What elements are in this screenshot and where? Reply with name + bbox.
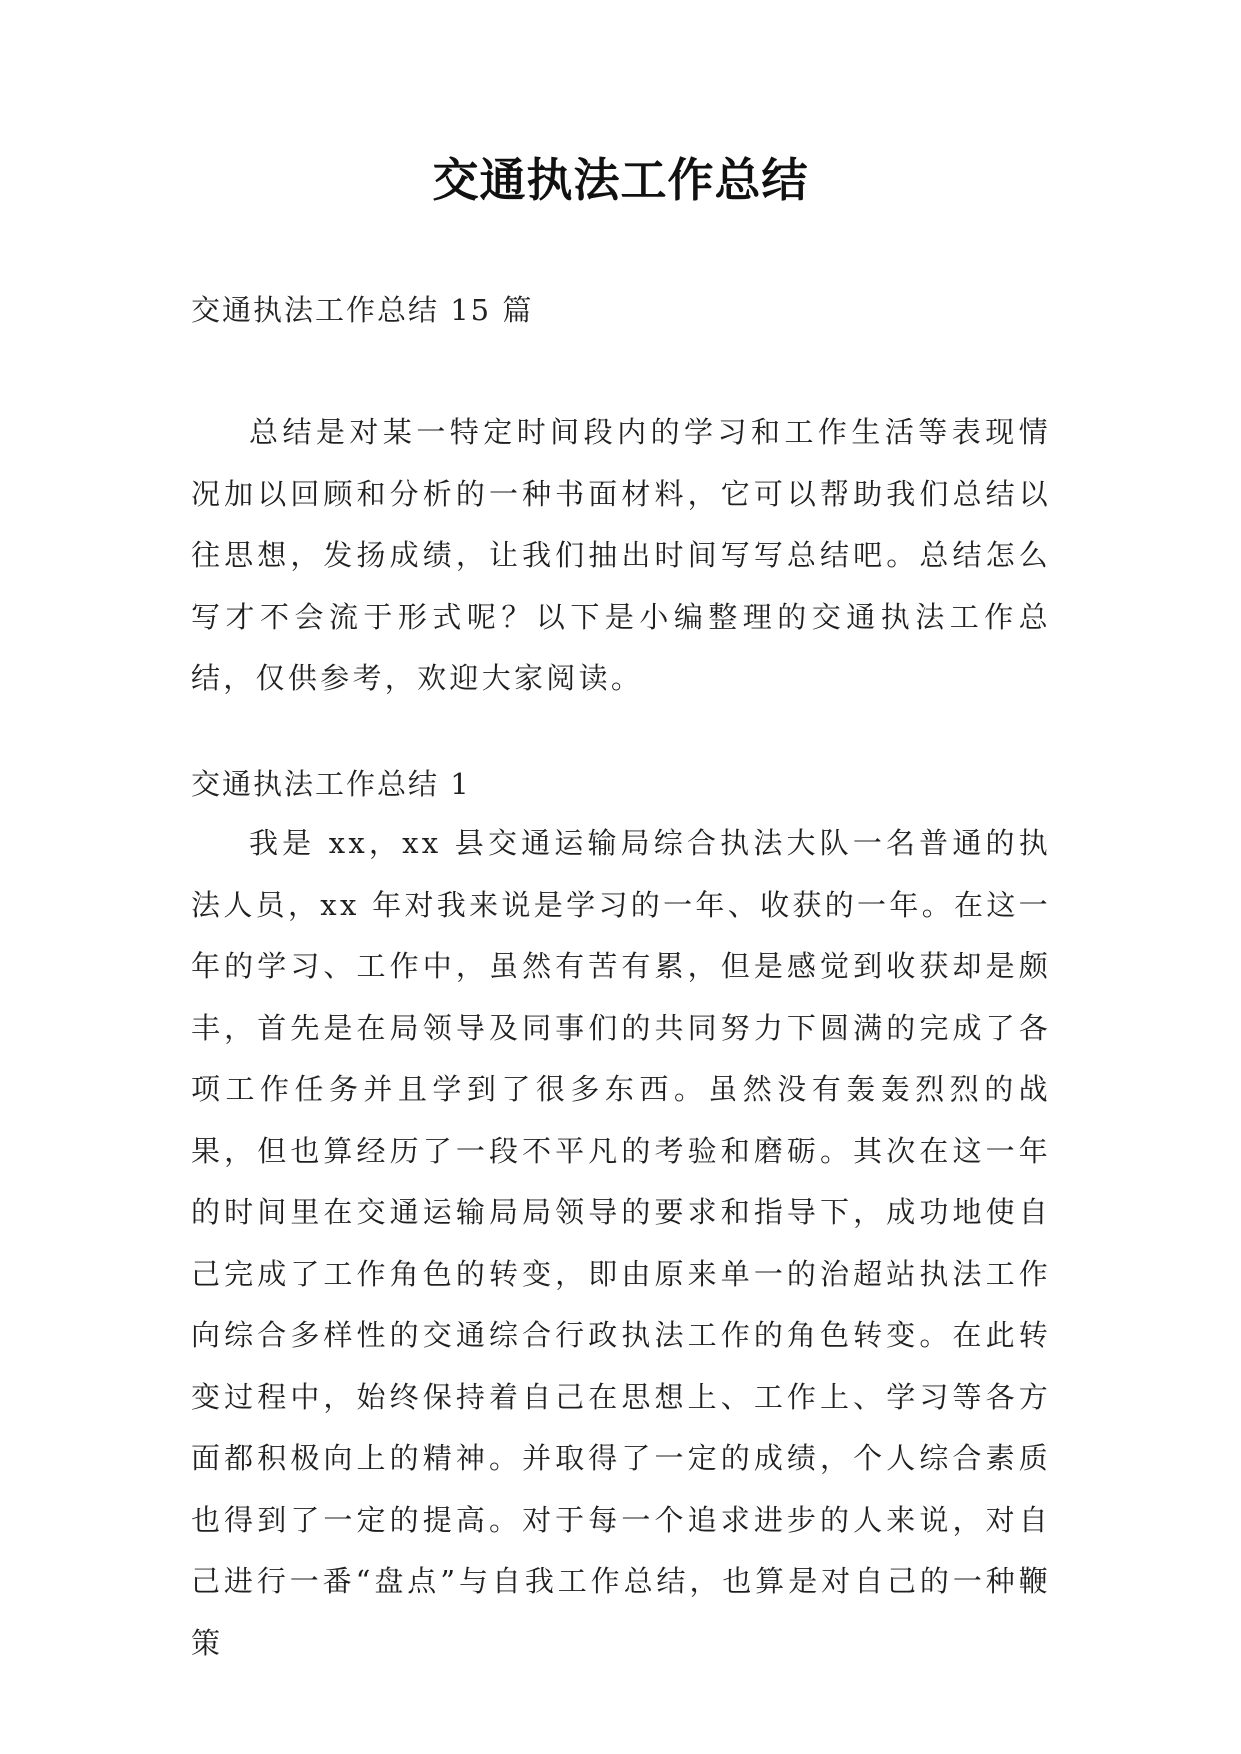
- section-heading: 交通执法工作总结 1: [191, 767, 471, 801]
- body-paragraph: 我是 xx，xx 县交通运输局综合执法大队一名普通的执法人员，xx 年对我来说是学习的一年、收获的一年。在这一年的学习、工作中，虽然有苦有累，但是感觉到收获却是颇丰，首先是在局领导及同事们的共同努力下圆满的完成了各项工作任务并且学到了很多东西。虽然没有轰轰烈烈的战果，但也算经历了一段不平凡的考验和磨砺。其次在这一年的时间里在交通运输局局领导的要求和指导下，成功地使自己完成了工作角色的转变，即由原来单一的治超站执法工作向综合多样性的交通综合行政执法工作的角色转变。在此转变过程中，始终保持着自己在思想上、工作上、学习等各方面都积极向上的精神。并取得了一定的成绩，个人综合素质也得到了一定的提高。对于每一个追求进步的人来说，对自己进行一番“盘点”与自我工作总结，也算是对自己的一种鞭策: [191, 826, 1051, 1660]
- document-title: 交通执法工作总结: [432, 153, 809, 207]
- document-subtitle: 交通执法工作总结 15 篇: [191, 293, 534, 327]
- intro-paragraph: 总结是对某一特定时间段内的学习和工作生活等表现情况加以回顾和分析的一种书面材料，它可以帮助我们总结以往思想，发扬成绩，让我们抽出时间写写总结吧。总结怎么写才不会流于形式呢？以下是小编整理的交通执法工作总结，仅供参考，欢迎大家阅读。: [191, 415, 1051, 695]
